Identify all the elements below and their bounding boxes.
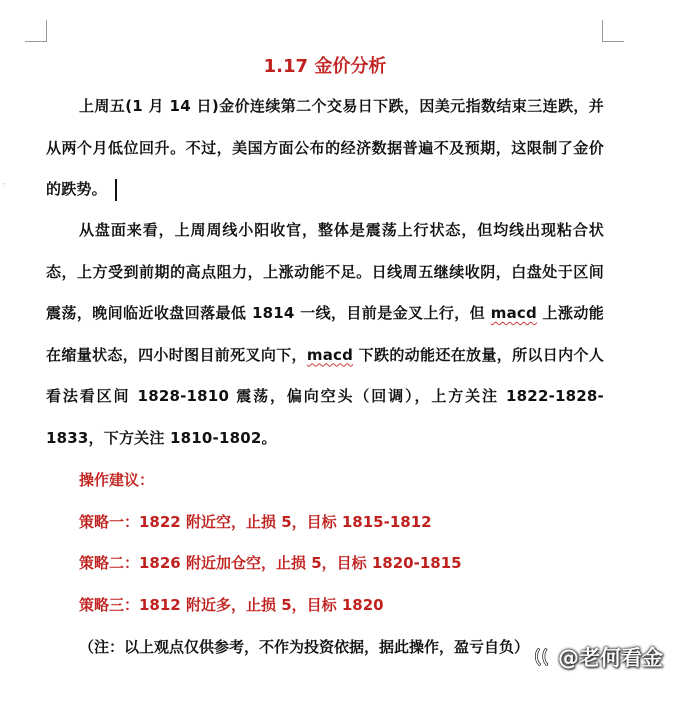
strategy-three: 策略三：1812 附近多，止损 5，目标 1820 [79,596,384,614]
paragraph-technical-analysis[interactable] [46,210,604,459]
analysis-text-part3: 下跌的动能还在放量，所以日内个人看法看区间 1828-1810 震荡，偏向空头（回调），上方关注 1822-1828-1833，下方关注 1810-1802。 [46,345,605,447]
document-title: 1.17 金价分析 [263,56,387,77]
strategy-one: 策略一：1822 附近空，止损 5，目标 1815-1812 [79,513,432,531]
analysis-text-part2: 上涨动能在缩量状态，四小时图目前死叉向下， [46,304,604,364]
spellcheck-word-macd[interactable]: macd [490,304,537,322]
platform-logo-icon [532,646,554,668]
margin-marker: ˅ [2,183,5,190]
text-cursor [115,179,117,201]
operations-heading: 操作建议： [79,471,155,489]
spellcheck-word-macd[interactable]: macd [306,345,354,364]
crop-mark-top-right [602,20,624,42]
crop-mark-top-left [25,20,47,42]
strategy-two: 策略二：1826 附近加仓空，止损 5，目标 1820-1815 [79,554,462,572]
analysis-text-part1: 从盘面来看，上周周线小阳收官，整体是震荡上行状态，但均线出现粘合状态，上方受到前期的高点阻力，上涨动能不足。日线周五继续收阴，白盘处于区间震荡，晚间临近收盘回落最低 1814 一线，目前是金叉上行，但 [46,221,604,322]
disclaimer-note: （注：以上观点仅供参考，不作为投资依据，据此操作，盈亏自负） [79,638,530,656]
paragraph-market-summary-text: 上周五(1 月 14 日)金价连续第二个交易日下跌，因美元指数结束三连跌，并从两个月低位回升。不过，美国方面公布的经济数据普遍不及预期，这限制了金价的跌势。 [46,97,604,198]
paragraph-market-summary[interactable] [46,86,604,211]
author-watermark [532,642,663,672]
watermark-text: @老何看金 [558,646,663,670]
